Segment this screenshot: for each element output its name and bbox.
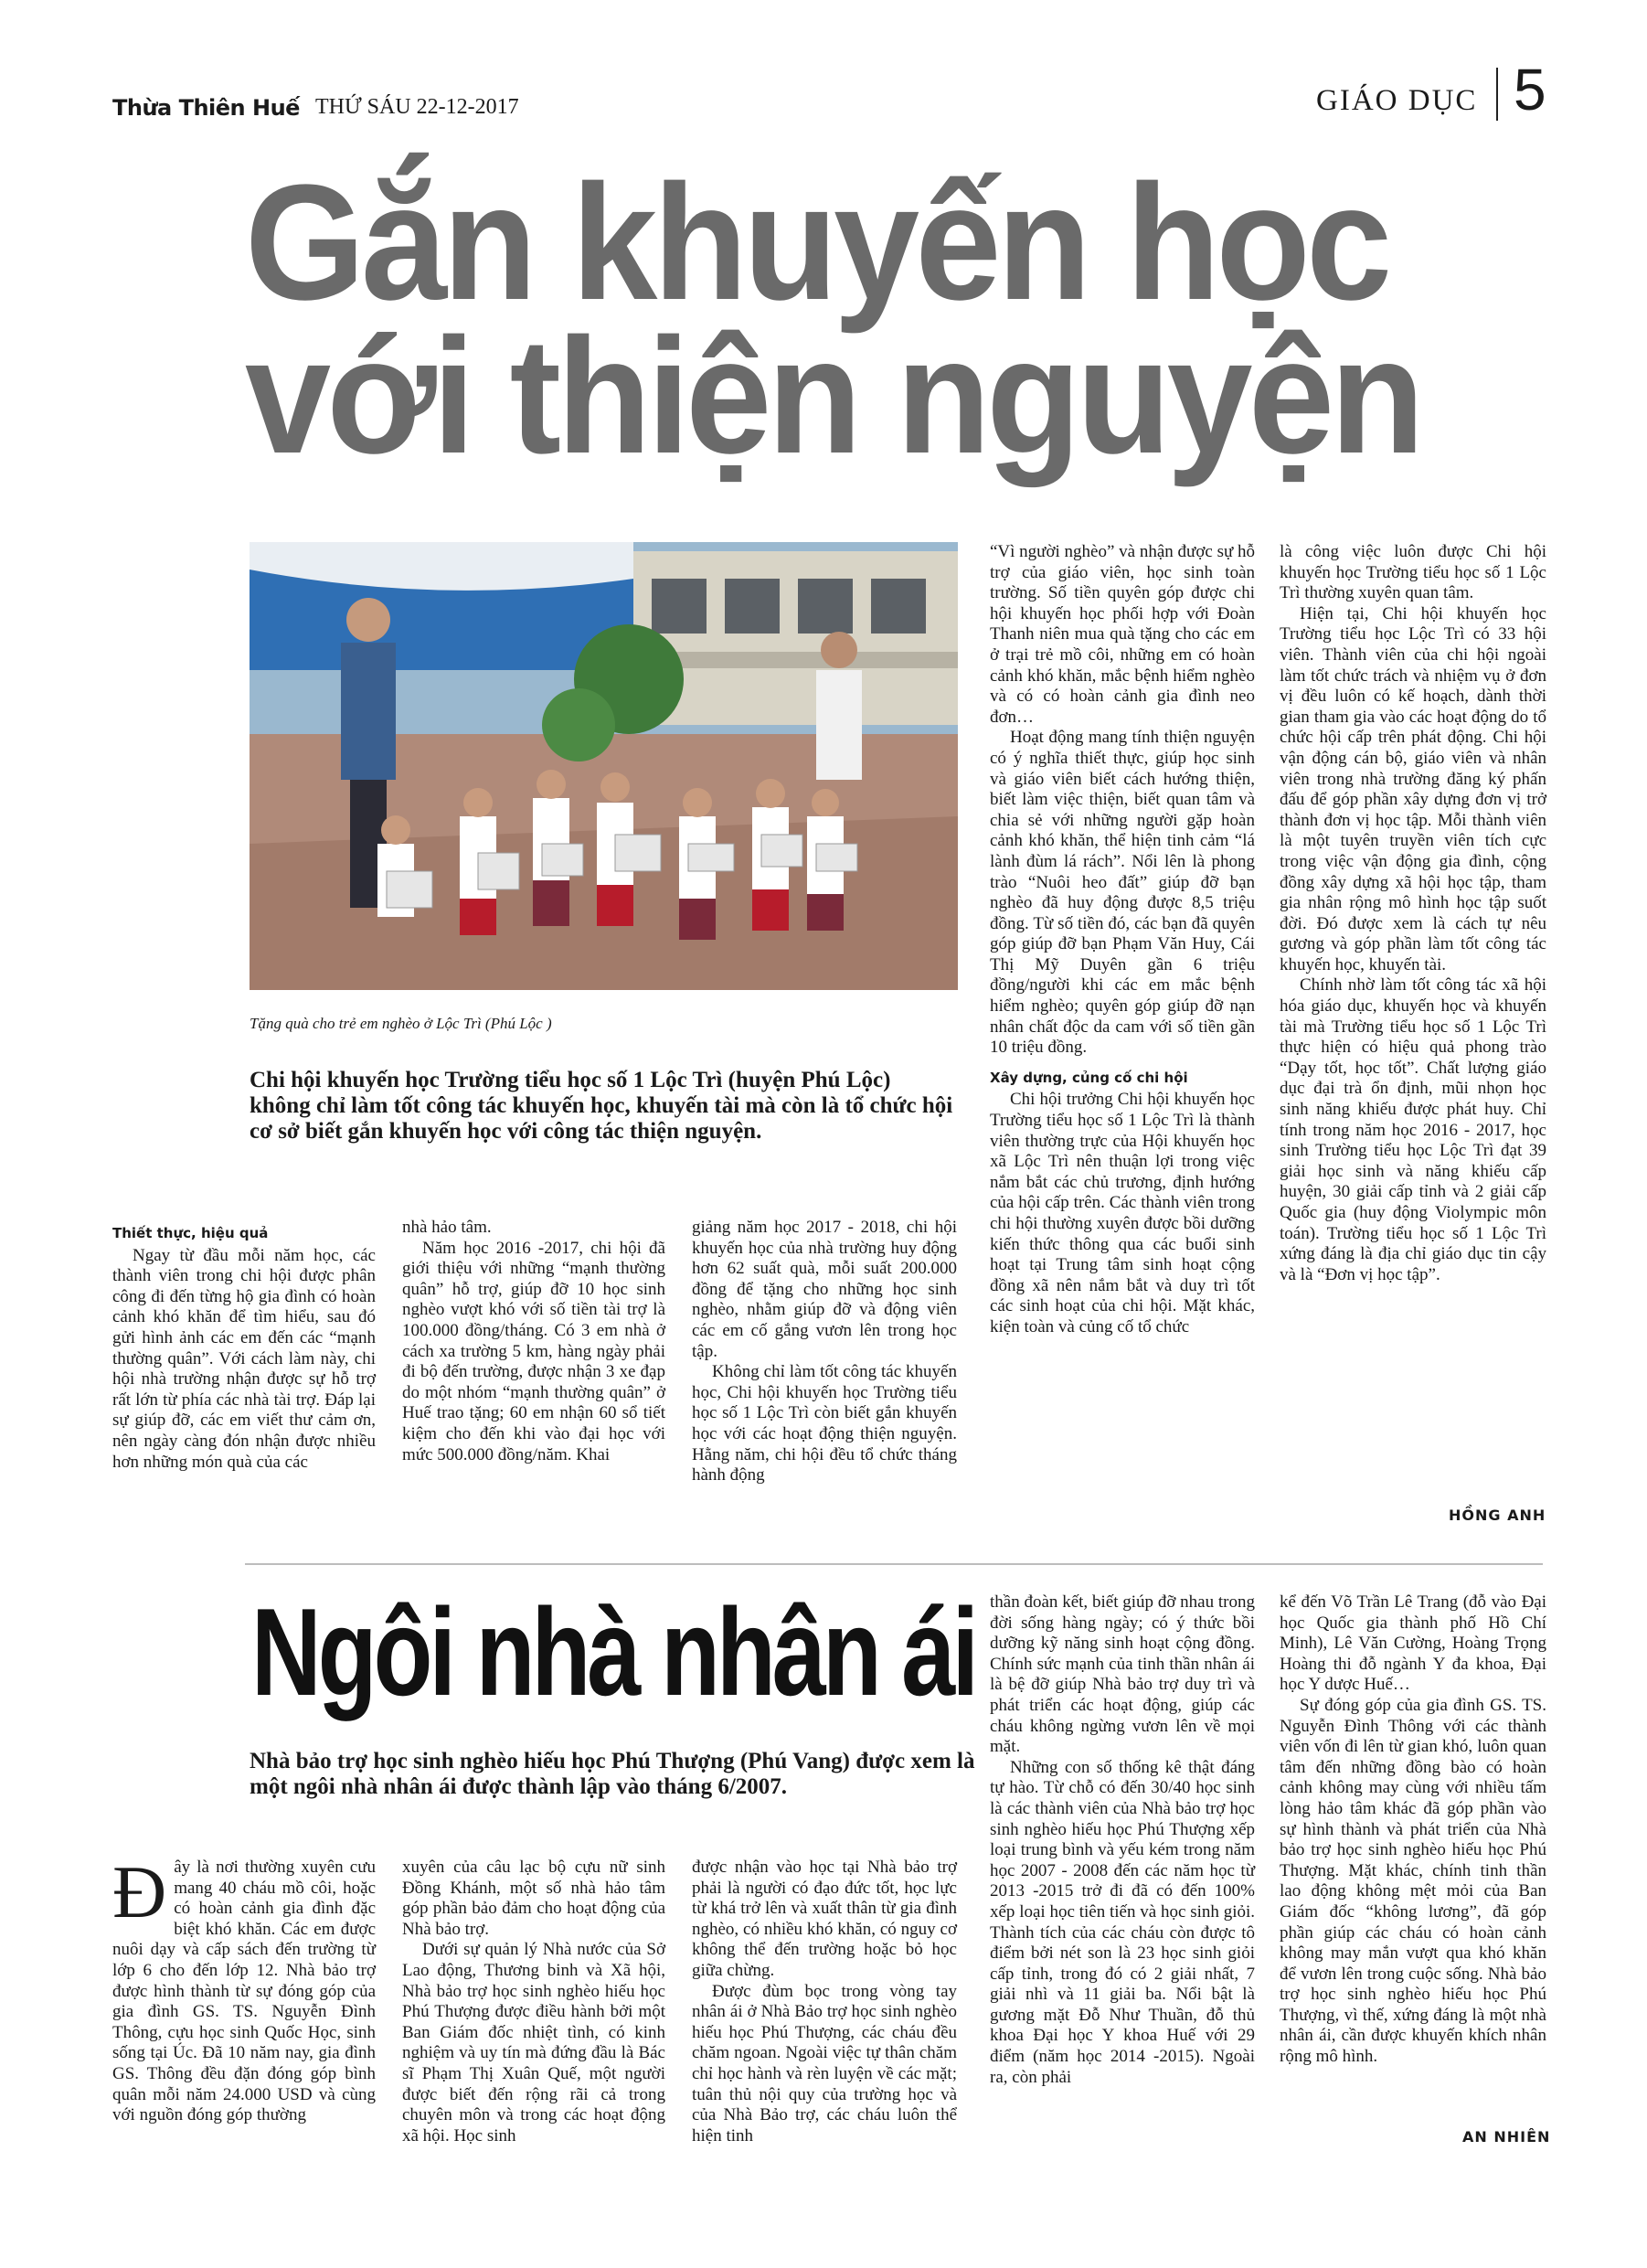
article1-col5-text-b: Hiện tại, Chi hội khuyến học Trường tiểu học Lộc Trì có 33 hội viên. Thành viên của chi hội ngoài làm tốt chức trách và nhiệm vụ ở đơn vị đều luôn có kế hoạch, dành thời gian tham gia vào các hoạt động do tổ chức hội cấp trên phát động. Chi hội vận động cán bộ, giáo viên và nhân viên trong nhà trường đăng ký phấn đấu để góp phần xây dựng đơn vị trở thành đơn vị học tập. Mỗi thành viên là một tuyên truyền viên tích cực trong việc vận động gia đình, cộng đồng xây dựng xã hội học tập, tham gia nhân rộng mô hình học tập suốt đời. Đó được xem là cách tự nêu gương và góp phần làm tốt công tác khuyến học, khuyến tài. (1280, 603, 1546, 974)
article1-subhead-1: Thiết thực, hiệu quả (112, 1225, 269, 1241)
article1-col3-text-b: Không chỉ làm tốt công tác khuyến học, Chi hội khuyến học Trường tiểu học số 1 Lộc Trì còn biết gắn khuyến học với các hoạt động thiện nguyện. Hằng năm, chi hội đều tổ chức tháng hành động (692, 1362, 957, 1485)
article2-col4-text-a: thần đoàn kết, biết giúp đỡ nhau trong đời sống hàng ngày; có ý thức bồi dưỡng kỹ năng sinh hoạt cộng đồng. Chính sức mạnh của tinh thần nhân ái là bệ đỡ giúp Nhà bảo trợ duy trì và phát triển các hoạt động, giúp các cháu không ngừng vươn lên về mọi mặt. (990, 1592, 1255, 1757)
article1-col2-text-b: Năm học 2016 -2017, chi hội đã giới thiệu với những “mạnh thường quân” hỗ trợ, giúp đỡ 10 học sinh nghèo vượt khó với số tiền tài trợ là 100.000 đồng/tháng. Có 3 em nhà ở cách xa trường 5 km, hàng ngày phải đi bộ đến trường, được nhận 3 xe đạp do một nhóm “mạnh thường quân” ở Huế trao tặng; 60 em nhận 60 sổ tiết kiệm cho đến khi vào đại học với mức 500.000 đồng/năm. Khai (402, 1238, 665, 1464)
article1-col3-text-a: giảng năm học 2017 - 2018, chi hội khuyến học của nhà trường huy động hơn 62 suất quà, mỗi suất 200.000 đồng để tặng cho những học sinh nghèo, nhằm giúp đỡ và động viên các em cố gắng vươn lên trong học tập. (692, 1218, 957, 1361)
article1-col5-text-a: là công việc luôn được Chi hội khuyến học Trường tiểu học số 1 Lộc Trì thường xuyên quan tâm. (1280, 542, 1546, 603)
article1-byline: HỒNG ANH (1449, 1507, 1546, 1524)
article1-col1-text: Ngay từ đầu mỗi năm học, các thành viên trong chi hội được phân công đi đến từng hộ gia đình có hoàn cảnh khó khăn để tìm hiểu, sau đó gửi hình ảnh các em đến các “mạnh thường quân”. Với cách làm này, chi hội nhà trường nhận được sự hỗ trợ rất lớn từ phía các nhà tài trợ. Đáp lại sự giúp đỡ, các em viết thư cảm ơn, nên ngày càng đón nhận được nhiều hơn những món quà của các (112, 1245, 376, 1472)
article2-col2-text-a: xuyên của câu lạc bộ cựu nữ sinh Đồng Khánh, một số nhà hảo tâm góp phần bảo đảm cho hoạt động của Nhà bảo trợ. (402, 1858, 665, 1939)
paper-name: Thừa Thiên Huế (112, 95, 300, 121)
article2-column-4 (990, 1592, 1255, 2088)
article2-col3-text-a: được nhận vào học tại Nhà bảo trợ phải là người có đạo đức tốt, học lực từ khá trở lên và xuất thân từ gia đình nghèo, có nhiều khó khăn, có nguy cơ không thể đến trường hoặc bỏ học giữa chừng. (692, 1858, 957, 1980)
issue-date: THỨ SÁU 22-12-2017 (315, 95, 519, 119)
article1-subhead-2: Xây dựng, củng cố chi hội (990, 1069, 1188, 1086)
article2-col1-text: ây là nơi thường xuyên cưu mang 40 cháu mồ côi, hoặc có hoàn cảnh gia đình đặc biệt khó khăn. Các em được nuôi dạy và cấp sách đến trường từ lớp 6 cho đến lớp 12. Nhà bảo trợ được hình thành từ sự đóng góp của gia đình GS. TS. Nguyễn Đình Thông, cựu học sinh Quốc Học, sinh sống tại Úc. Đã 10 năm nay, gia đình GS. Thông đều đặn đóng góp bình quân mỗi năm 24.000 USD và cùng với nguồn đóng góp thường (112, 1858, 376, 2125)
article2-byline: AN NHIÊN (1462, 2128, 1551, 2146)
article2-column-5 (1280, 1592, 1546, 2068)
article1-title-line1: Gắn khuyến học (245, 151, 1388, 335)
article2-col4-text-b: Những con số thống kê thật đáng tự hào. Từ chỗ có đến 30/40 học sinh là các thành viên của Nhà bảo trợ học sinh nghèo hiếu học Phú Thượng xếp loại trung bình và yếu kém trong năm học 2007 - 2008 đến các năm học từ 2013 -2015 trở đi đã có đến 100% xếp loại học tiên tiến và học sinh giỏi. Thành tích của các cháu còn được tô điểm bởi nét son là 23 học sinh giỏi cấp tỉnh, trong đó có 2 giải nhất, 7 giải nhì và 11 giải ba. Nổi bật là gương mặt Đỗ Như Thuần, đỗ thủ khoa Đại học Y khoa Huế với 29 điểm (năm học 2014 -2015). Ngoài ra, còn phải (990, 1757, 1255, 2087)
article2-dropcap: Đ (112, 1850, 167, 1933)
article1-photo (250, 542, 958, 990)
article1-lead: Chi hội khuyến học Trường tiểu học số 1 Lộc Trì (huyện Phú Lộc) không chỉ làm tốt công tác khuyến học, khuyến tài mà còn là tổ chức hội cơ sở biết gắn khuyến học với công tác thiện nguyện. (250, 1068, 953, 1144)
article1-title (245, 151, 1508, 488)
article1-column-3 (692, 1218, 957, 1486)
article1-column-4 (990, 542, 1255, 1338)
photo-caption: Tặng quà cho trẻ em nghèo ở Lộc Trì (Phú Lộc ) (250, 1015, 552, 1032)
article2-column-3 (692, 1858, 957, 2146)
article2-column-1 (112, 1850, 376, 2126)
article1-column-2 (402, 1218, 665, 1465)
article2-column-2 (402, 1858, 665, 2146)
article1-column-5 (1280, 542, 1546, 1285)
children-receiving-gifts-photo (250, 542, 958, 990)
article1-title-line2: với thiện nguyện (245, 304, 1421, 488)
article1-col4-text-b: Hoạt động mang tính thiện nguyện có ý nghĩa thiết thực, giúp học sinh và giáo viên biết cách hướng thiện, biết làm việc thiện, biết quan tâm và chia sẻ với những người gặp hoàn cảnh khó khăn, thể hiện tinh cảm “lá lành đùm lá rách”. Nổi lên là phong trào “Nuôi heo đất” giúp đỡ bạn nghèo đã huy động được 8,5 triệu đồng. Từ số tiền đó, các bạn đã quyên góp giúp đỡ bạn Phạm Văn Huy, Cái Thị Mỹ Duyên gần 6 triệu đồng/người khi các em mắc bệnh hiểm nghèo; quyên góp giúp đỡ nạn nhân chất độc da cam với số tiền gần 10 triệu đồng. (990, 728, 1255, 1058)
article1-column-1 (112, 1223, 376, 1473)
article2-col3-text-b: Được đùm bọc trong vòng tay nhân ái ở Nhà Bảo trợ học sinh nghèo hiếu học Phú Thượng, các cháu đều chăm ngoan. Ngoài việc tự thân chăm chỉ học hành và rèn luyện về các mặt; tuân thủ nội quy của trường học và của Nhà Bảo trợ, các cháu luôn thể hiện tinh (692, 1981, 957, 2146)
article2-col5-text-a: kể đến Võ Trần Lê Trang (đỗ vào Đại học Quốc gia thành phố Hồ Chí Minh), Lê Văn Cường, Hoàng Trọng Hoàng thi đỗ ngành Y đa khoa, Đại học Y dược Huế… (1280, 1592, 1546, 1695)
page-number: 5 (1514, 57, 1546, 122)
article-divider (245, 1563, 1543, 1565)
article1-col5-text-c: Chính nhờ làm tốt công tác xã hội hóa giáo dục, khuyến học và khuyến tài mà Trường tiểu học số 1 Lộc Trì thực hiện có hiệu quả phong trào “Dạy tốt, học tốt”. Chất lượng giáo dục đại trà ổn định, mũi nhọn học sinh năng khiếu được phát huy. Chỉ tính trong năm học 2016 - 2017, học sinh Trường tiểu học Lộc Trì đạt 39 giải học sinh và năng khiếu cấp huyện, 30 giải cấp tỉnh và 2 giải cấp Quốc gia (huy động Violympic môn toán). Trường tiểu học số 1 Lộc Trì xứng đáng là địa chỉ giáo dục tin cậy và là “Đơn vị học tập”. (1280, 975, 1546, 1284)
article2-col2-text-b: Dưới sự quản lý Nhà nước của Sở Lao động, Thương binh và Xã hội, Nhà bảo trợ học sinh nghèo hiếu học Phú Thượng được điều hành bởi một Ban Giám đốc nhiệt tình, có kinh nghiệm và uy tín mà đứng đầu là Bác sĩ Phạm Thị Xuân Quế, một người được biết đến rộng rãi cả trong chuyên môn và trong các hoạt động xã hội. Học sinh (402, 1940, 665, 2146)
section-divider (1496, 68, 1498, 121)
article1-col4-text-a: “Vì người nghèo” và nhận được sự hỗ trợ của giáo viên, học sinh toàn trường. Số tiền quyên góp được chi hội khuyến học phối hợp với Đoàn Thanh niên mua quà tặng cho các em ở trại trẻ mồ côi, những em có hoàn cảnh khó khăn, mắc bệnh hiểm nghèo và có có hoàn cảnh gia đình neo đơn… (990, 542, 1256, 727)
article2-title: Ngôi nhà nhân ái (251, 1582, 976, 1721)
article2-col5-text-b: Sự đóng góp của gia đình GS. TS. Nguyễn Đình Thông với các thành viên vốn đi lên từ gian khó, luôn quan tâm đến những đồng bào có hoàn cảnh không may cùng với nhiều tấm lòng hảo tâm khác đã góp phần vào sự hình thành và phát triển của Nhà bảo trợ học sinh nghèo hiếu học Phú Thượng. Mặt khác, chính tinh thần lao động không mệt mỏi của Ban Giám đốc “không lương”, đã góp phần giúp các cháu có hoàn cảnh không may mắn vượt qua khó khăn để vươn lên trong cuộc sống. Nhà bảo trợ học sinh nghèo hiếu học Phú Thượng, vì thế, xứng đáng là một nhà nhân ái, cần được khuyến khích nhân rộng mô hình. (1280, 1695, 1546, 2067)
article2-lead: Nhà bảo trợ học sinh nghèo hiếu học Phú Thượng (Phú Vang) được xem là một ngôi nhà nhân ái được thành lập vào tháng 6/2007. (250, 1749, 975, 1799)
article1-col4-text-c: Chi hội trưởng Chi hội khuyến học Trường tiểu học số 1 Lộc Trì là thành viên thường trực của Hội khuyến học xã Lộc Trì nên thuận lợi trong việc nắm bắt các chủ trương, định hướng của hội cấp trên. Các thành viên trong chi hội thường xuyên được bồi dưỡng kiến thức thông qua các buổi sinh hoạt tại Trung tâm sinh hoạt cộng đồng xã nên nắm bắt và duy trì tốt các sinh hoạt của chi hội. Mặt khác, kiện toàn và củng cố tổ chức (990, 1090, 1255, 1336)
section-name: GIÁO DỤC (1316, 84, 1478, 117)
article1-col2-text-a: nhà hảo tâm. (402, 1218, 492, 1237)
